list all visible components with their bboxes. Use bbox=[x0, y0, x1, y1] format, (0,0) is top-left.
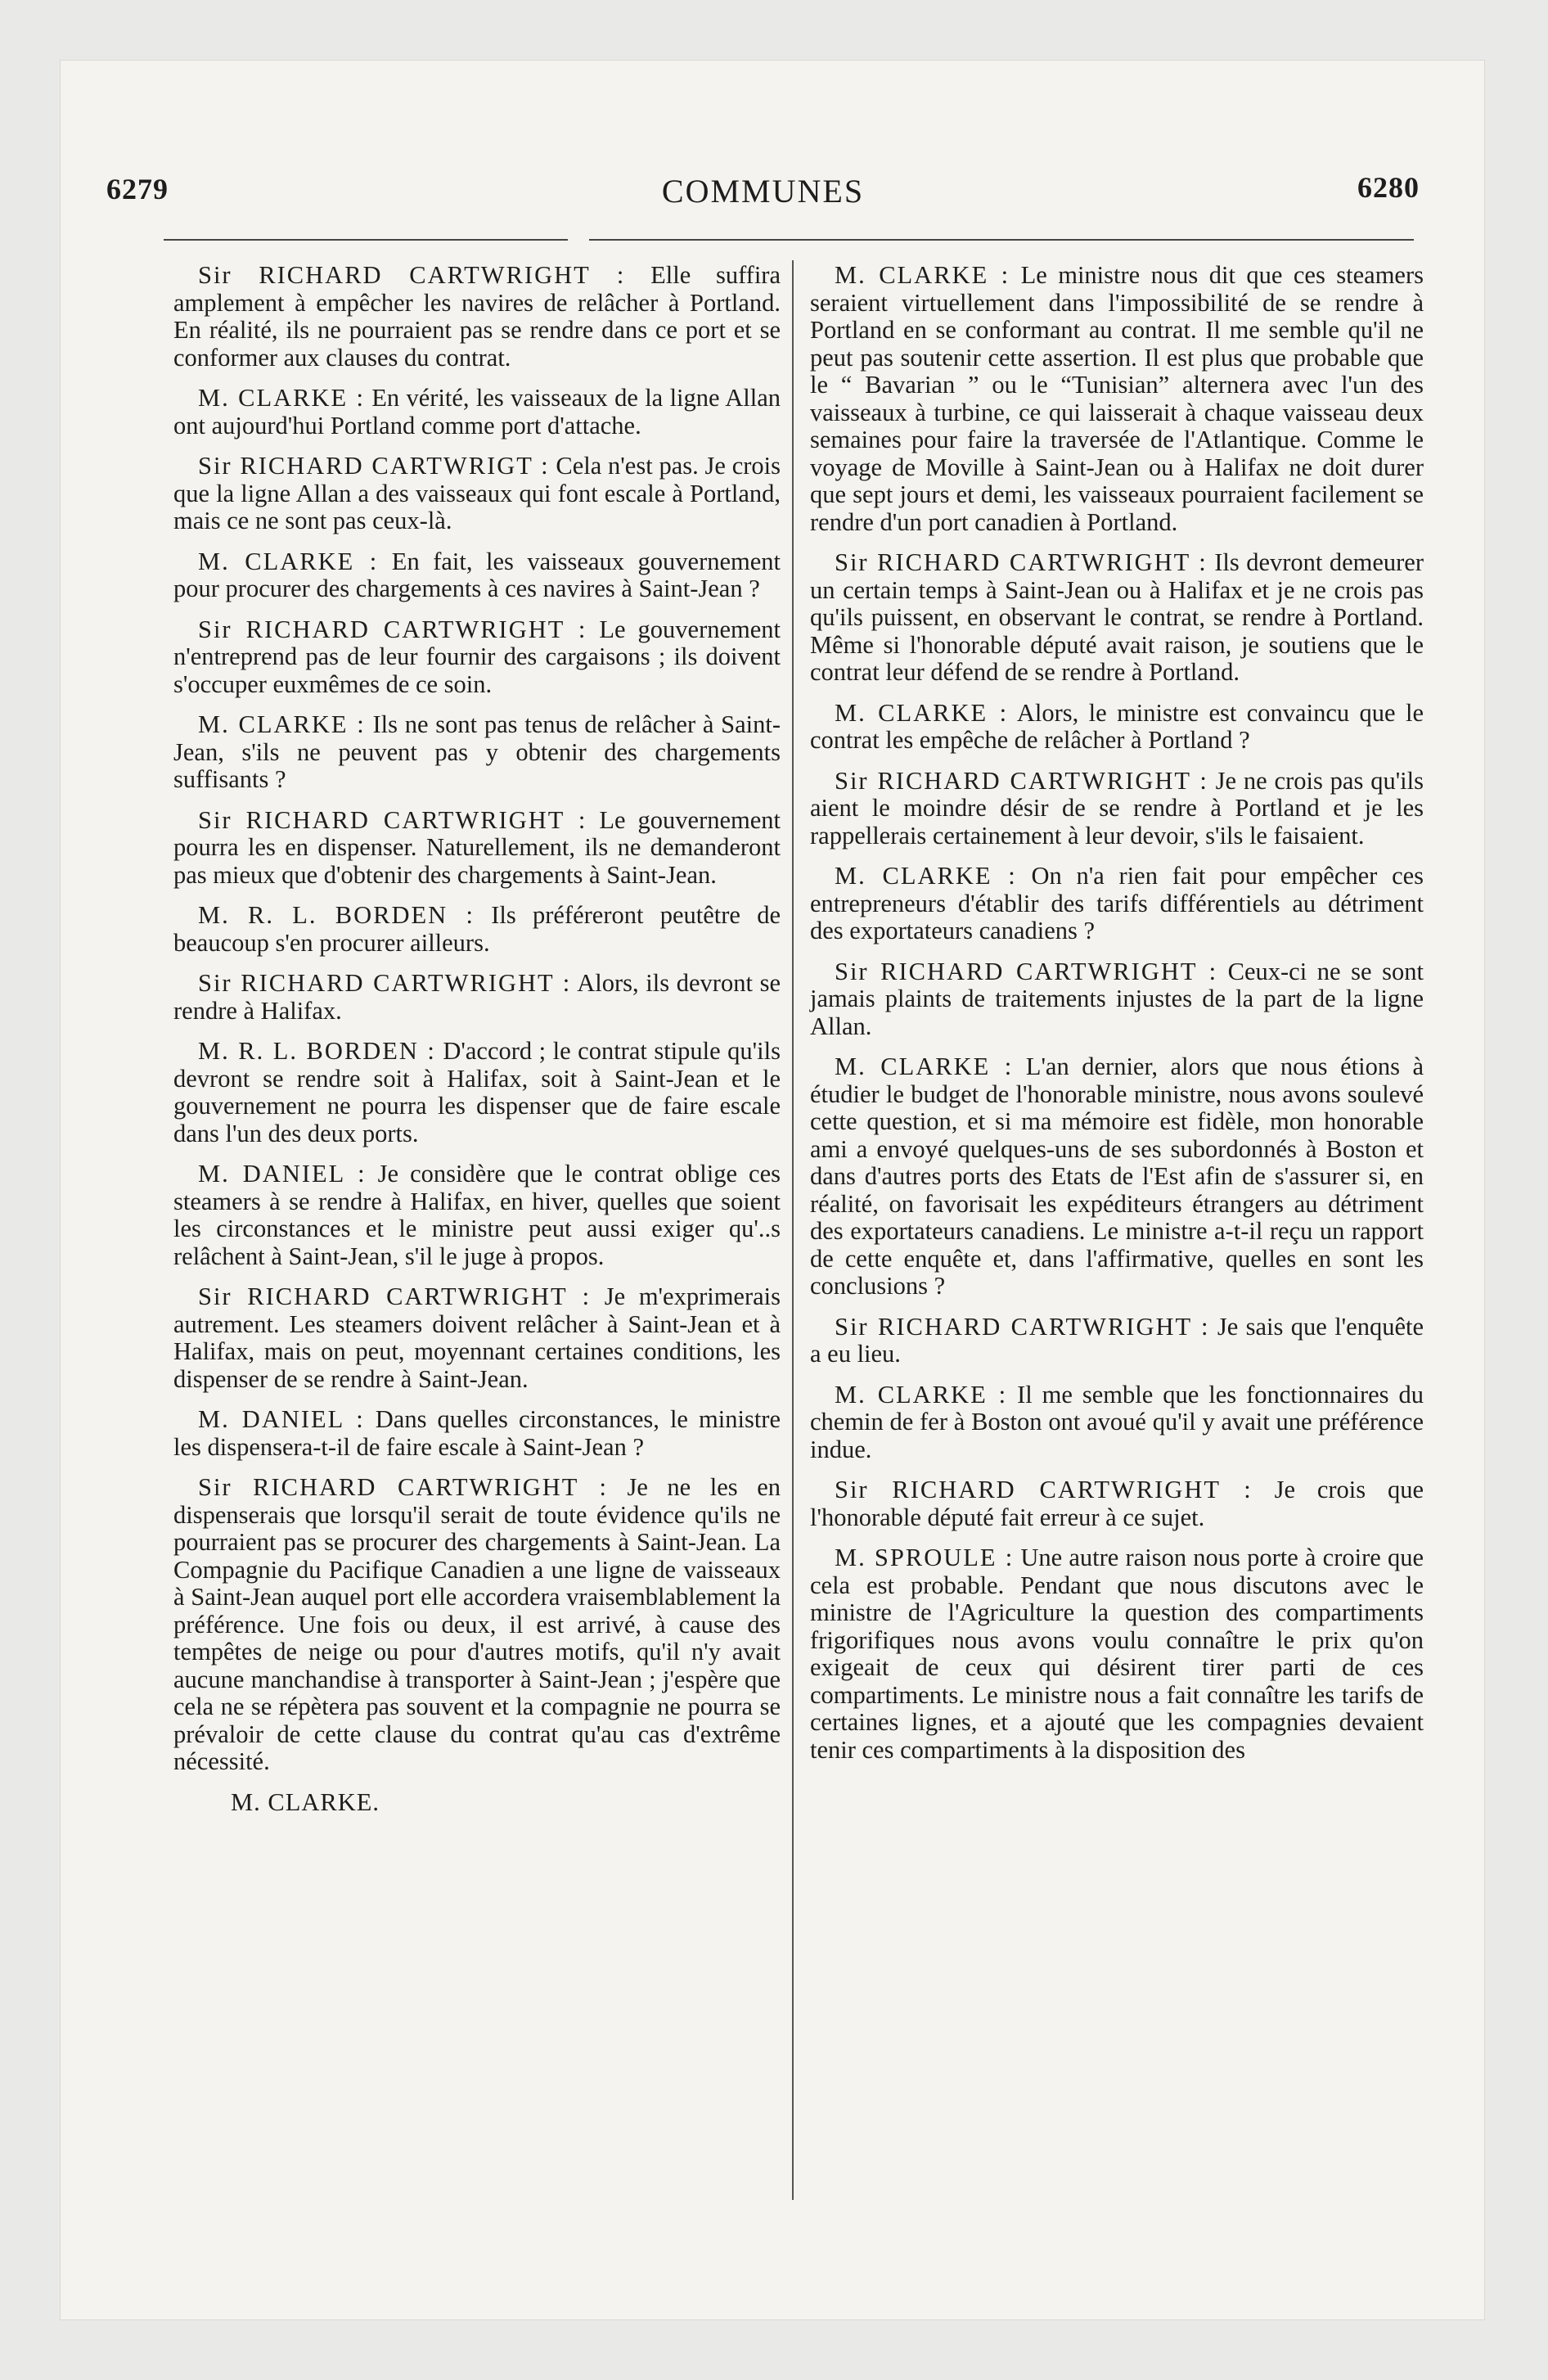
paragraph-text: Ils devront demeurer un certain temps à Saint-Jean ou à Halifax et je ne crois pas qu'ils puissent, en observant le contrat, se rendre à Portland. Même si l'honorable député avait raison, je soutiens que le contrat leur défend de se rendre à Portland. bbox=[810, 548, 1424, 686]
right-column bbox=[810, 262, 1424, 1777]
paragraph bbox=[173, 1038, 781, 1147]
speaker-name: M. CLARKE : bbox=[835, 1053, 1014, 1080]
paragraph-text: Je m'exprimerais autrement. Les steamers doivent relâcher à Saint-Jean et à Halifax, mais on peut, moyennant certaines conditions, les dispenser de se rendre à Saint-Jean. bbox=[173, 1282, 781, 1393]
paragraph-text: Alors, ils devront se rendre à Halifax. bbox=[173, 969, 781, 1025]
paragraph bbox=[810, 768, 1424, 850]
paragraph-text: On n'a rien fait pour empêcher ces entrepreneurs d'établir des tarifs différentiels au détriment des exportateurs canadiens ? bbox=[810, 862, 1424, 944]
speaker-name: M. R. L. BORDEN : bbox=[198, 901, 475, 929]
speaker-name: Sir RICHARD CARTWRIGHT : bbox=[198, 969, 572, 997]
paragraph bbox=[173, 616, 781, 699]
paragraph bbox=[810, 1053, 1424, 1300]
paragraph bbox=[173, 385, 781, 439]
speaker-name: Sir RICHARD CARTWRIGHT : bbox=[835, 957, 1218, 985]
paragraph bbox=[810, 958, 1424, 1041]
paragraph-text: En fait, les vaisseaux gouvernement pour procurer des chargements à ces navires à Saint-Jean ? bbox=[173, 547, 781, 602]
paragraph-text: Je ne crois pas qu'ils aient le moindre désir de se rendre à Portland et je les rappellerais certainement à leur devoir, s'ils le faisaient. bbox=[810, 766, 1424, 850]
speaker-name: M. CLARKE : bbox=[835, 698, 1009, 727]
speaker-name: M. CLARKE : bbox=[835, 1380, 1008, 1409]
speaker-name: M. CLARKE : bbox=[835, 261, 1010, 289]
paragraph-text: Le gouvernement pourra les en dispenser. Naturellement, ils ne demanderont pas mieux que d'obtenir des chargements à Saint-Jean. bbox=[173, 805, 781, 889]
left-column bbox=[173, 262, 781, 1816]
paragraph-text: En vérité, les vaisseaux de la ligne Allan ont aujourd'hui Portland comme port d'attache. bbox=[173, 384, 781, 439]
page-header bbox=[106, 172, 1420, 221]
speaker-name: M. R. L. BORDEN : bbox=[198, 1037, 436, 1065]
right-page-number: 6280 bbox=[1357, 171, 1420, 204]
speaker-name: Sir RICHARD CARTWRIGHT : bbox=[198, 615, 587, 643]
paragraph bbox=[810, 700, 1424, 755]
paragraph-text: Le gouvernement n'entreprend pas de leur fournir des cargaisons ; ils doivent s'occuper euxmêmes de ce soin. bbox=[173, 615, 781, 698]
header-rule-left bbox=[164, 239, 568, 241]
column-divider bbox=[792, 260, 794, 2200]
speaker-name: Sir RICHARD CARTWRIGHT : bbox=[198, 805, 587, 834]
paragraph bbox=[810, 1382, 1424, 1464]
speaker-name: Sir RICHARD CARTWRIGHT : bbox=[835, 1312, 1210, 1341]
paragraph bbox=[810, 863, 1424, 945]
paragraph-text: Je ne les en dispenserais que lorsqu'il serait de toute évidence qu'ils ne pourraient pas se procurer des chargements à Saint-Jean. La Compagnie du Pacifique Canadien a une ligne de vaisseaux à Saint-Jean auquel port elle accordera vraisemblablement la préférence. Une fois ou deux, il est arrivé, à cause des tempêtes de neige ou pour d'autres motifs, qu'il n'y avait aucune manchandise à transporter à Saint-Jean ; j'espère que cela ne se répètera pas souvent et la compagnie ne pourra se prévaloir de cette clause du contrat qu'au cas d'extrême nécessité. bbox=[173, 1473, 781, 1775]
paragraph-text: Ils ne sont pas tenus de relâcher à Saint-Jean, s'ils ne peuvent pas y obtenir des chargements suffisants ? bbox=[173, 710, 781, 793]
page-title: COMMUNES bbox=[661, 173, 865, 210]
closing-speaker: M. CLARKE. bbox=[231, 1787, 380, 1816]
speaker-name: Sir RICHARD CARTWRIGHT : bbox=[198, 1473, 608, 1501]
speaker-name: Sir RICHARD CARTWRIGT : bbox=[198, 452, 550, 480]
paragraph bbox=[810, 1476, 1424, 1531]
paragraph bbox=[173, 1474, 781, 1776]
speaker-name: Sir RICHARD CARTWRIGHT : bbox=[835, 548, 1208, 576]
paragraph-text: Le ministre nous dit que ces steamers seraient virtuellement dans l'impossibilité de se rendre à Portland en se conformant au contrat. Il me semble qu'il ne peut pas soutenir cette assertion. Il est plus que probable que le “ Bavarian ” ou le “Tunisian” alternera avec l'un des vaisseaux à turbine, ce qui laisserait à chaque vaisseau deux semaines pour faire la traversée de l'Atlantique. Comme le voyage de Moville à Saint-Jean ou à Halifax ne doit durer que sept jours et demi, les vaisseaux pourraient facilement se rendre d'un port canadien à Portland. bbox=[810, 261, 1424, 536]
speaker-name: Sir RICHARD CARTWRIGHT : bbox=[835, 766, 1208, 795]
paragraph bbox=[810, 549, 1424, 687]
paragraph-text: D'accord ; le contrat stipule qu'ils devront se rendre soit à Halifax, soit à Saint-Jean et le gouvernement ne pourra les dispenser que de faire escale dans l'un des deux ports. bbox=[173, 1037, 781, 1147]
paragraph-text: Cela n'est pas. Je crois que la ligne Allan a des vaisseaux qui font escale à Portland, mais ce ne sont pas ceux-là. bbox=[173, 452, 781, 534]
paragraph bbox=[173, 548, 781, 603]
paragraph bbox=[810, 1314, 1424, 1368]
paragraph-text: Je considère que le contrat oblige ces steamers à se rendre à Halifax, en hiver, quelles que soient les circonstances et le ministre peut aussi exiger qu'..s relâchent à Saint-Jean, s'il le juge à propos. bbox=[173, 1160, 781, 1270]
paragraph bbox=[173, 1161, 781, 1270]
paragraph-text: Je sais que l'enquête a eu lieu. bbox=[810, 1312, 1424, 1368]
paragraph bbox=[173, 902, 781, 957]
speaker-name: M. CLARKE : bbox=[198, 710, 366, 738]
paragraph bbox=[173, 970, 781, 1025]
speaker-name: M. DANIEL : bbox=[198, 1405, 365, 1433]
paragraph-text: Ceux-ci ne se sont jamais plaints de traitements injustes de la part de la ligne Allan. bbox=[810, 957, 1424, 1040]
paragraph bbox=[173, 1283, 781, 1393]
paragraph bbox=[173, 807, 781, 890]
header-rule-right bbox=[589, 239, 1414, 241]
speaker-name: M. CLARKE : bbox=[835, 862, 1017, 890]
paragraph-text: Dans quelles circonstances, le ministre les dispensera-t-il de faire escale à Saint-Jean ? bbox=[173, 1405, 781, 1461]
paragraph-text: L'an dernier, alors que nous étions à étudier le budget de l'honorable ministre, nous avons soulevé cette question, et si ma mémoire est fidèle, mon honorable ami a envoyé quelques-uns de ses subordonnés à Boston et dans d'autres ports des Etats de l'Est afin de s'assurer si, en réalité, on favorisait les expéditeurs étrangers au détriment des exportateurs canadiens. Le ministre a-t-il reçu un rapport de cette enquête et, dans l'affirmative, quelles en sont les conclusions ? bbox=[810, 1053, 1424, 1300]
speaker-name: M. DANIEL : bbox=[198, 1160, 367, 1188]
paragraph bbox=[173, 453, 781, 535]
paragraph-text: Ils préféreront peutêtre de beaucoup s'en procurer ailleurs. bbox=[173, 901, 781, 957]
paragraph-text: Une autre raison nous porte à croire que cela est probable. Pendant que nous discutons avec le ministre de l'Agriculture la question des compartiments frigorifiques nous avons voulu connaître le prix qu'on exigeait de ceux qui désirent tirer parti de ces compartiments. Le ministre nous a fait connaître les tarifs de certaines lignes, et a ajouté que les compagnies devaient tenir ces compartiments à la disposition des bbox=[810, 1544, 1424, 1764]
paragraph bbox=[173, 1406, 781, 1461]
speaker-name: M. CLARKE : bbox=[198, 384, 365, 412]
paragraph bbox=[173, 711, 781, 794]
speaker-name: Sir RICHARD CARTWRIGHT : bbox=[198, 1282, 592, 1310]
speaker-name: Sir RICHARD CARTWRIGHT : bbox=[835, 1476, 1253, 1503]
paragraph-text: Alors, le ministre est convaincu que le contrat les empêche de relâcher à Portland ? bbox=[810, 698, 1424, 754]
left-page-number: 6279 bbox=[106, 173, 169, 205]
speaker-name: M. SPROULE : bbox=[835, 1544, 1015, 1571]
speaker-name: Sir RICHARD CARTWRIGHT : bbox=[198, 261, 626, 289]
paragraph bbox=[810, 1544, 1424, 1764]
paragraph bbox=[810, 262, 1424, 536]
paragraph bbox=[173, 262, 781, 372]
paragraph-text: Elle suffira amplement à empêcher les navires de relâcher à Portland. En réalité, ils ne pourraient pas se rendre dans ce port et se conformer aux clauses du contrat. bbox=[173, 261, 781, 372]
paragraph-text: Je crois que l'honorable député fait erreur à ce sujet. bbox=[810, 1476, 1424, 1531]
speaker-name: M. CLARKE : bbox=[198, 547, 379, 575]
paragraph-text: Il me semble que les fonctionnaires du chemin de fer à Boston ont avoué qu'il y avait une préférence indue. bbox=[810, 1380, 1424, 1463]
